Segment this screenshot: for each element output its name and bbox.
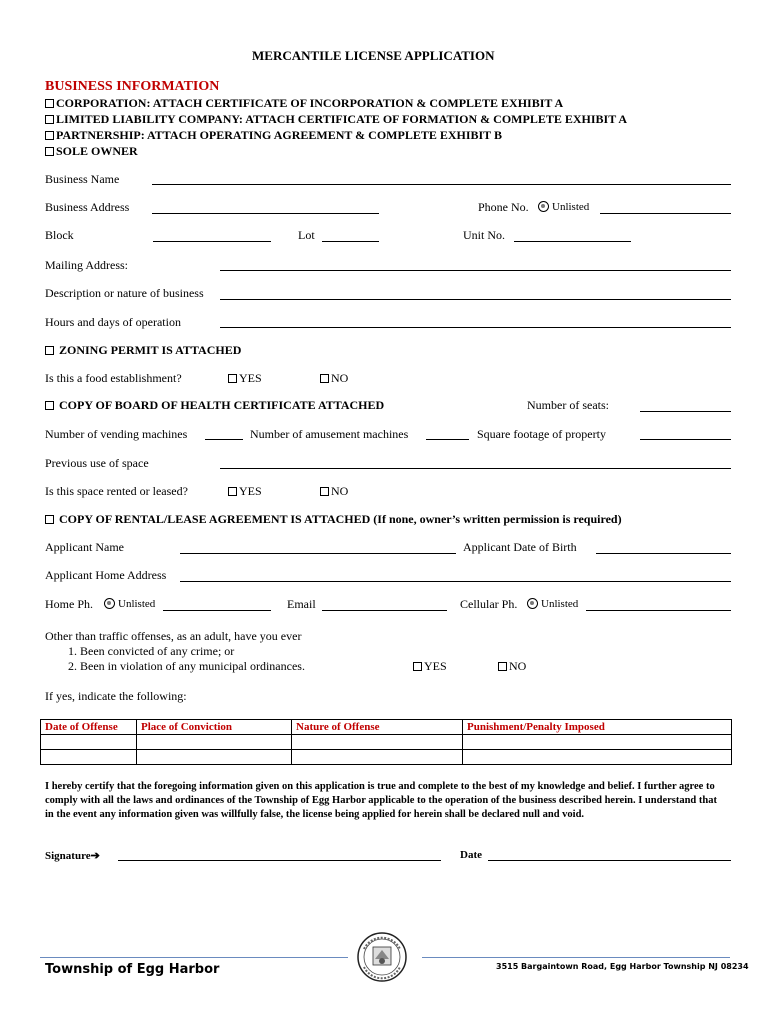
page-title: MERCANTILE LICENSE APPLICATION — [252, 48, 495, 63]
amusement-field[interactable] — [426, 439, 469, 440]
label-cellular-phone: Cellular Ph. — [460, 597, 518, 611]
health-certificate-option[interactable]: COPY OF BOARD OF HEALTH CERTIFICATE ATTACHED — [45, 398, 384, 413]
table-cell[interactable] — [41, 735, 137, 750]
label-phone-no: Phone No. — [478, 200, 529, 214]
footer-township-name: Township of Egg Harbor — [45, 962, 220, 977]
signature-field[interactable] — [118, 860, 441, 861]
label-vending: Number of vending machines — [45, 427, 188, 441]
checkbox-icon[interactable] — [320, 487, 329, 496]
option-partnership[interactable]: PARTNERSHIP: ATTACH OPERATING AGREEMENT & COMPLETE EXHIBIT B — [45, 128, 502, 143]
email-field[interactable] — [322, 610, 447, 611]
checkbox-icon[interactable] — [498, 662, 507, 671]
cell-phone-field[interactable] — [586, 610, 731, 611]
footer-rule-left — [40, 957, 348, 958]
phone-field[interactable] — [600, 213, 731, 214]
table-header-row — [41, 720, 732, 735]
label-email: Email — [287, 597, 316, 611]
label-date: Date — [460, 849, 482, 861]
township-seal-icon — [356, 929, 408, 984]
certification-text: I hereby certify that the foregoing information given on this application is true and complete to the best of my knowledge and belief. I further agree to comply with all the laws and ordinances of the Township of Egg Harbor applicable to the operation of the business described herein. I understand that in the event any information given was willfully false, the license being applied for herein shall be declared null and void. — [45, 781, 717, 820]
checkbox-icon[interactable] — [45, 99, 54, 108]
business-name-field[interactable] — [152, 184, 731, 185]
checkbox-icon[interactable] — [320, 374, 329, 383]
radio-icon[interactable] — [538, 201, 549, 212]
offense-question-1: 1. Been convicted of any crime; or — [68, 644, 235, 658]
label-rented-question: Is this space rented or leased? — [45, 484, 188, 498]
checkbox-icon[interactable] — [228, 374, 237, 383]
column-header-nature: Nature of Offense — [292, 720, 463, 735]
food-yes-option[interactable]: YES — [228, 371, 262, 386]
offense-no-option[interactable]: NO — [498, 659, 526, 674]
phone-unlisted-option[interactable]: Unlisted — [538, 201, 589, 213]
checkbox-icon[interactable] — [45, 147, 54, 156]
label-mailing-address: Mailing Address: — [45, 258, 128, 272]
option-sole-owner[interactable]: SOLE OWNER — [45, 144, 138, 159]
label-previous-use: Previous use of space — [45, 456, 149, 470]
label-amusement: Number of amusement machines — [250, 427, 409, 441]
offense-yes-option[interactable]: YES — [413, 659, 447, 674]
checkbox-icon[interactable] — [228, 487, 237, 496]
food-no-option[interactable]: NO — [320, 371, 348, 386]
home-phone-field[interactable] — [163, 610, 271, 611]
lot-field[interactable] — [322, 241, 379, 242]
label-description: Description or nature of business — [45, 286, 204, 300]
table-cell[interactable] — [41, 750, 137, 765]
label-hours: Hours and days of operation — [45, 315, 181, 329]
label-food-question: Is this a food establishment? — [45, 371, 182, 385]
table-cell[interactable] — [292, 735, 463, 750]
table-cell[interactable] — [463, 750, 732, 765]
label-applicant-name: Applicant Name — [45, 540, 124, 554]
label-sqft: Square footage of property — [477, 427, 606, 441]
previous-use-field[interactable] — [220, 468, 731, 469]
sqft-field[interactable] — [640, 439, 731, 440]
label-home-phone: Home Ph. — [45, 597, 93, 611]
block-field[interactable] — [153, 241, 271, 242]
label-signature: Signature➔ — [45, 850, 100, 862]
offense-question-2: 2. Been in violation of any municipal ordinances. — [68, 659, 305, 673]
footer-rule-right — [422, 957, 730, 958]
mailing-address-field[interactable] — [220, 270, 731, 271]
column-header-penalty: Punishment/Penalty Imposed — [463, 720, 732, 735]
label-block: Block — [45, 228, 74, 242]
column-header-date: Date of Offense — [41, 720, 137, 735]
label-applicant-home-address: Applicant Home Address — [45, 568, 167, 582]
table-cell[interactable] — [137, 750, 292, 765]
hours-field[interactable] — [220, 327, 731, 328]
radio-icon[interactable] — [527, 598, 538, 609]
table-row — [41, 735, 732, 750]
option-llc[interactable]: LIMITED LIABILITY COMPANY: ATTACH CERTIFICATE OF FORMATION & COMPLETE EXHIBIT A — [45, 112, 627, 127]
label-seats: Number of seats: — [527, 398, 609, 412]
checkbox-icon[interactable] — [45, 515, 54, 524]
checkbox-icon[interactable] — [413, 662, 422, 671]
table-cell[interactable] — [137, 735, 292, 750]
arrow-right-icon: ➔ — [90, 850, 100, 862]
label-applicant-dob: Applicant Date of Birth — [463, 540, 577, 554]
section-header-business-info: BUSINESS INFORMATION — [45, 79, 220, 94]
label-unit-no: Unit No. — [463, 228, 505, 242]
rented-yes-option[interactable]: YES — [228, 484, 262, 499]
checkbox-icon[interactable] — [45, 346, 54, 355]
seats-field[interactable] — [640, 411, 731, 412]
table-cell[interactable] — [463, 735, 732, 750]
business-address-field[interactable] — [152, 213, 379, 214]
table-cell[interactable] — [292, 750, 463, 765]
zoning-permit-option[interactable]: ZONING PERMIT IS ATTACHED — [45, 343, 241, 358]
label-business-address: Business Address — [45, 200, 130, 214]
vending-field[interactable] — [205, 439, 243, 440]
applicant-name-field[interactable] — [180, 553, 456, 554]
footer-address: 3515 Bargaintown Road, Egg Harbor Township NJ 08234 — [496, 962, 749, 971]
checkbox-icon[interactable] — [45, 131, 54, 140]
applicant-home-address-field[interactable] — [180, 581, 731, 582]
radio-icon[interactable] — [104, 598, 115, 609]
option-corporation[interactable]: CORPORATION: ATTACH CERTIFICATE OF INCORPORATION & COMPLETE EXHIBIT A — [45, 96, 563, 111]
label-business-name: Business Name — [45, 172, 120, 186]
checkbox-icon[interactable] — [45, 401, 54, 410]
offense-if-yes: If yes, indicate the following: — [45, 689, 187, 703]
applicant-dob-field[interactable] — [596, 553, 731, 554]
checkbox-icon[interactable] — [45, 115, 54, 124]
table-row — [41, 750, 732, 765]
offense-table — [40, 719, 732, 765]
column-header-place: Place of Conviction — [137, 720, 292, 735]
home-phone-unlisted-option[interactable]: Unlisted — [104, 598, 155, 610]
rental-agreement-option[interactable]: COPY OF RENTAL/LEASE AGREEMENT IS ATTACHED (If none, owner’s written permission is required) — [45, 512, 622, 527]
cell-phone-unlisted-option[interactable]: Unlisted — [527, 598, 578, 610]
date-field[interactable] — [488, 860, 731, 861]
description-field[interactable] — [220, 299, 731, 300]
rented-no-option[interactable]: NO — [320, 484, 348, 499]
unit-no-field[interactable] — [514, 241, 631, 242]
offense-question-intro: Other than traffic offenses, as an adult, have you ever — [45, 629, 302, 643]
label-lot: Lot — [298, 228, 315, 242]
